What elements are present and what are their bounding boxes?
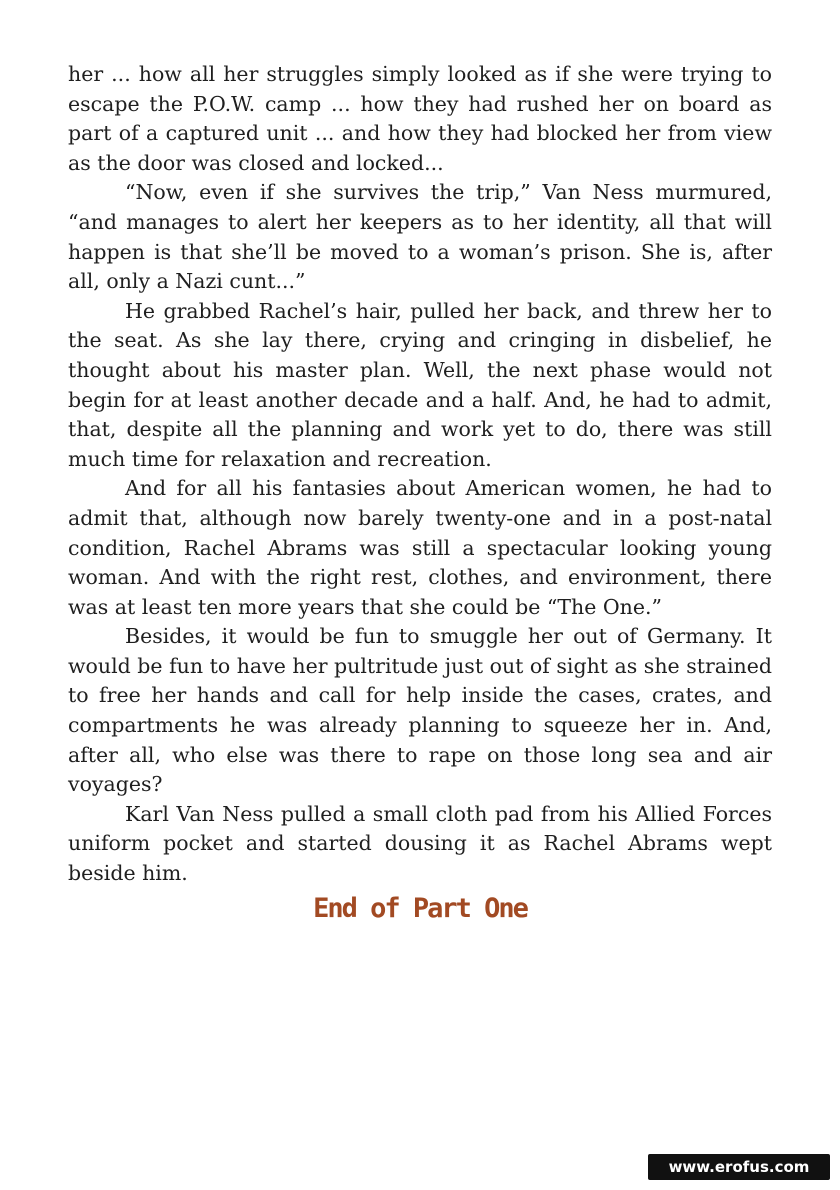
- paragraph: He grabbed Rachel’s hair, pulled her back, and threw her to the seat. As she lay there, crying and cringing in disbelief, he thought about his master plan. Well, the next phase would not begin for at least another decade and a half. And, he had to admit, that, despite all the planning and work yet to do, there was still much time for relaxation and recreation.: [68, 298, 772, 471]
- paragraph-continuation: her ... how all her struggles simply looked as if she were trying to escape the P.O.W. camp ... how they had rushed her on board as part of a captured unit ... and how they had blocked her from view as the door was closed and locked...: [68, 62, 772, 175]
- paragraph: Besides, it would be fun to smuggle her out of Germany. It would be fun to have her pultritude just out of sight as she strained to free her hands and call for help inside the cases, crates, and compartments he was already planning to squeeze her in. And, after all, who else was there to rape on those long sea and air voyages?: [68, 624, 772, 797]
- story-text: [68, 60, 772, 889]
- paragraph: Karl Van Ness pulled a small cloth pad from his Allied Forces uniform pocket and started dousing it as Rachel Abrams wept beside him.: [68, 801, 772, 886]
- paragraph: And for all his fantasies about American women, he had to admit that, although now barely twenty-one and in a post-natal condition, Rachel Abrams was still a spectacular looking young woman. And with the right rest, clothes, and environment, there was at least ten more years that she could be “The One.”: [68, 476, 772, 619]
- end-of-part-heading: End of Part One: [313, 893, 527, 924]
- site-watermark: www.erofus.com: [648, 1154, 830, 1180]
- paragraph: “Now, even if she survives the trip,” Van Ness murmured, “and manages to alert her keepers as to her identity, all that will happen is that she’ll be moved to a woman’s prison. She is, after all, only a Nazi cunt...”: [68, 180, 772, 294]
